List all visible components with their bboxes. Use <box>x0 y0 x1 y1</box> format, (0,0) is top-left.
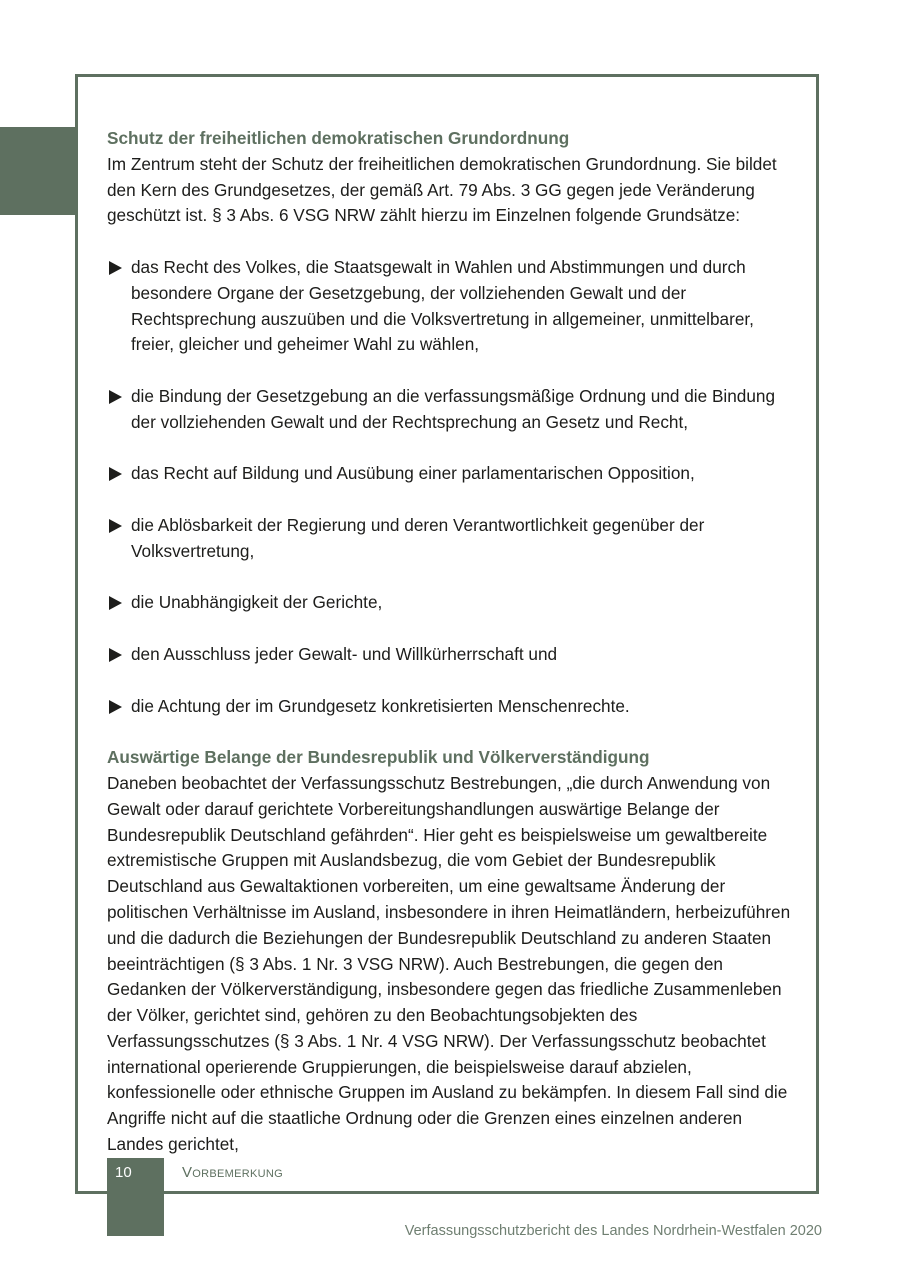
list-item-text: die Ablösbarkeit der Regierung und deren Verantwortlichkeit gegenüber der Volksvertretung, <box>131 514 705 561</box>
page-number: 10 <box>115 1164 132 1181</box>
list-item-text: das Recht des Volkes, die Staatsgewalt in Wahlen und Abstimmungen und durch besondere Organe der Gesetzgebung, der vollziehenden Gewalt und der Rechtsprechung auszuüben und die Volksvertretung in allgemeiner, unmittelbarer, freier, gleicher und geheimer Wahl zu wählen, <box>131 256 754 355</box>
list-item-text: den Ausschluss jeder Gewalt- und Willkürherrschaft und <box>131 643 558 664</box>
list-item-text: die Achtung der im Grundgesetz konkretisierten Menschenrechte. <box>131 695 630 716</box>
list-item-text: die Unabhängigkeit der Gerichte, <box>131 592 383 613</box>
triangle-right-icon <box>109 519 122 533</box>
section-body-paragraph: Daneben beobachtet der Verfassungsschutz Bestrebungen, „die durch Anwendung von Gewalt oder darauf gerichtete Vorbereitungshandlungen auswärtige Belange der Bundesrepublik Deutschland gefährden“. Hier geht es beispielsweise um gewaltbereite extremistische Gruppen mit Auslandsbezug, die vom Gebiet der Bundesrepublik Deutschland aus Gewaltaktionen vorbereiten, um eine gewaltsame Änderung der politischen Verhältnisse im Ausland, insbesondere in ihren Heimatländern, herbeizuführen und die dadurch die Beziehungen der Bundesrepublik Deutschland zu anderen Staaten beeinträchtigen (§ 3 Abs. 1 Nr. 3 VSG NRW). Auch Bestrebungen, die gegen den Gedanken der Völkerverständigung, insbesondere gegen das friedliche Zusammenleben der Völker, gerichtet sind, gehören zu den Beobachtungsobjekten des Verfassungsschutzes (§ 3 Abs. 1 Nr. 4 VSG NRW). Der Verfassungsschutz beobachtet international operierende Gruppierungen, die beispielsweise darauf abzielen, konfessionelle oder ethnische Gruppen im Ausland zu bekämpfen. In diesem Fall sind die Angriffe nicht auf die staatliche Ordnung oder die Grenzen eines einzelnen anderen Landes gerichtet, <box>107 772 791 1155</box>
triangle-right-icon <box>109 261 122 275</box>
main-content <box>107 126 797 1158</box>
list-item <box>107 461 797 487</box>
list-item <box>107 255 797 358</box>
principles-list <box>107 255 797 719</box>
section-foreign-affairs <box>107 745 797 1158</box>
list-item-text: die Bindung der Gesetzgebung an die verfassungsmäßige Ordnung und die Bindung der vollziehenden Gewalt und der Rechtsprechung an Gesetz und Recht, <box>131 385 776 432</box>
triangle-right-icon <box>109 467 122 481</box>
section-intro-paragraph: Im Zentrum steht der Schutz der freiheitlichen demokratischen Grundordnung. Sie bildet den Kern des Grundgesetzes, der gemäß Art. 79 Abs. 3 GG gegen jede Veränderung geschützt ist. § 3 Abs. 6 VSG NRW zählt hierzu im Einzelnen folgende Grundsätze: <box>107 153 777 226</box>
triangle-right-icon <box>109 390 122 404</box>
footer-publication-title: Verfassungsschutzbericht des Landes Nordrhein-Westfalen 2020 <box>404 1223 822 1239</box>
section-heading-foreign-affairs: Auswärtige Belange der Bundesrepublik und Völkerverständigung <box>107 747 650 768</box>
list-item <box>107 513 797 565</box>
list-item <box>107 384 797 436</box>
list-item <box>107 642 797 668</box>
side-tab-marker <box>0 127 76 215</box>
list-item <box>107 694 797 720</box>
triangle-right-icon <box>109 596 122 610</box>
list-item <box>107 590 797 616</box>
list-item-text: das Recht auf Bildung und Ausübung einer parlamentarischen Opposition, <box>131 463 695 484</box>
triangle-right-icon <box>109 648 122 662</box>
triangle-right-icon <box>109 700 122 714</box>
running-section-label: Vorbemerkung <box>182 1164 284 1181</box>
section-heading-fdgo: Schutz der freiheitlichen demokratischen Grundordnung <box>107 128 570 148</box>
